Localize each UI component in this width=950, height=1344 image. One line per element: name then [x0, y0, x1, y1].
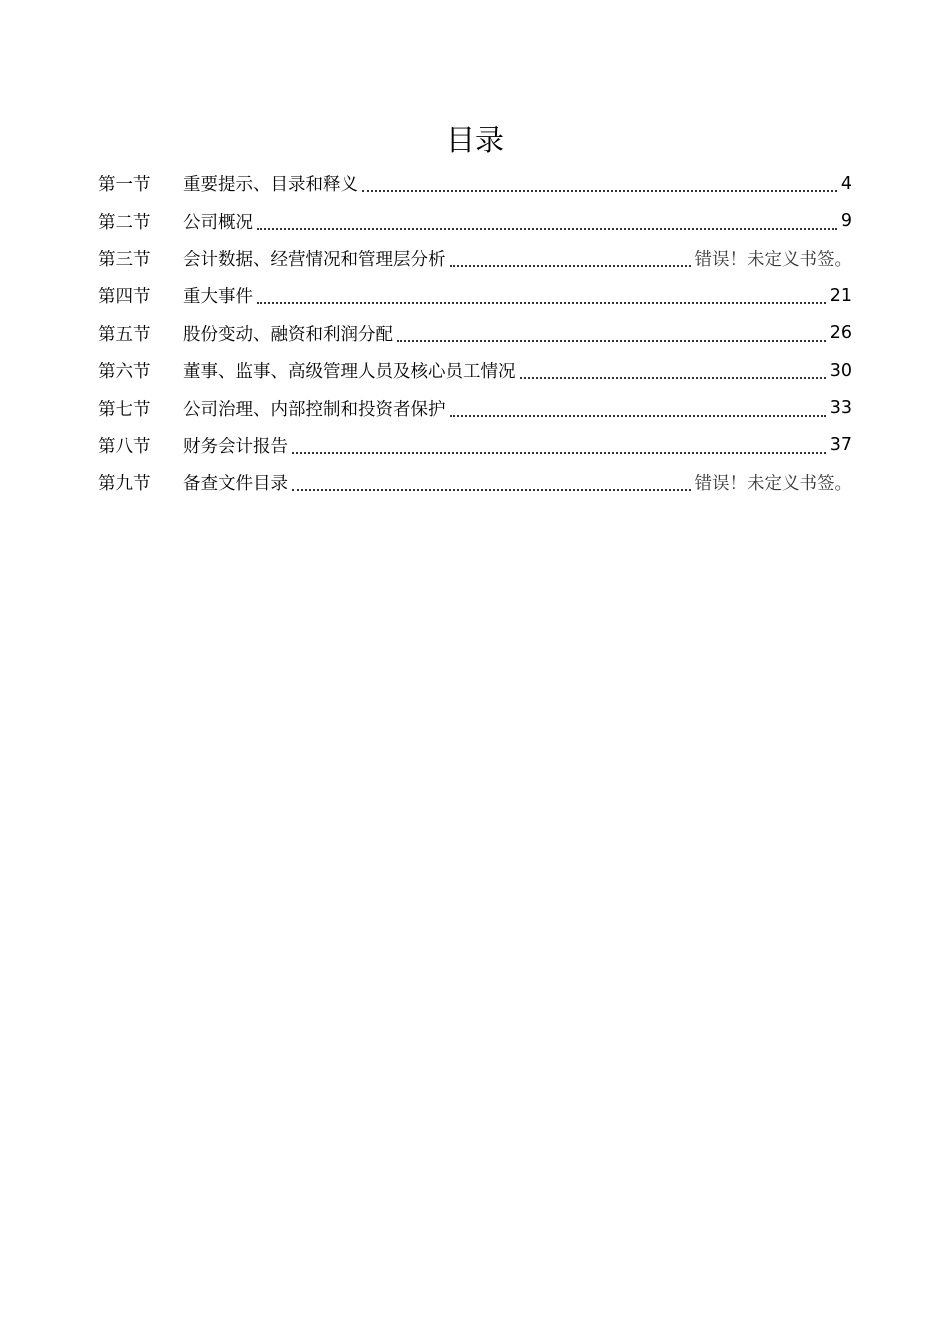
toc-entry-name: 会计数据、经营情况和管理层分析: [183, 249, 446, 270]
toc-entry-section: 第七节: [98, 399, 151, 420]
toc-entry-page: 33: [829, 398, 852, 419]
toc-entry-page: 30: [829, 360, 852, 381]
toc-leader-dots: [257, 301, 826, 304]
toc-leader-dots: [362, 189, 837, 192]
toc-entry-page: 4: [840, 173, 852, 194]
toc-entry[interactable]: [98, 389, 852, 426]
toc-leader-dots: [397, 339, 826, 342]
toc-entry[interactable]: [98, 240, 852, 277]
toc-entry-name: 董事、监事、高级管理人员及核心员工情况: [183, 362, 516, 383]
toc-leader-dots: [520, 376, 826, 379]
toc-entry-section: 第九节: [98, 474, 151, 495]
toc-entry-page: 错误！未定义书签。: [694, 474, 852, 495]
toc-entry[interactable]: [98, 277, 852, 314]
toc-entry-name: 重大事件: [183, 287, 253, 308]
toc-entry[interactable]: [98, 165, 852, 202]
toc-leader-dots: [257, 227, 837, 230]
toc-entry-page: 37: [829, 435, 852, 456]
toc-entry-name: 备查文件目录: [183, 474, 288, 495]
toc-entry[interactable]: [98, 352, 852, 389]
toc-entry-section: 第八节: [98, 436, 151, 457]
toc-entry-name: 重要提示、目录和释义: [183, 175, 358, 196]
toc-list: [98, 165, 852, 502]
toc-entry-section: 第一节: [98, 175, 151, 196]
toc-entry[interactable]: [98, 464, 852, 501]
toc-entry-section: 第四节: [98, 287, 151, 308]
toc-entry-name: 股份变动、融资和利润分配: [183, 324, 393, 345]
toc-entry-name: 公司治理、内部控制和投资者保护: [183, 399, 446, 420]
toc-entry[interactable]: [98, 202, 852, 239]
toc-entry-name: 财务会计报告: [183, 436, 288, 457]
toc-entry-page: 21: [829, 285, 852, 306]
toc-entry-name: 公司概况: [183, 212, 253, 233]
toc-entry-page: 9: [840, 211, 852, 232]
toc-leader-dots: [292, 451, 826, 454]
toc-leader-dots: [450, 264, 691, 267]
toc-entry-section: 第六节: [98, 362, 151, 383]
toc-entry[interactable]: [98, 315, 852, 352]
toc-entry[interactable]: [98, 427, 852, 464]
toc-entry-section: 第二节: [98, 212, 151, 233]
toc-title: 目录: [445, 123, 504, 157]
toc-entry-page: 错误！未定义书签。: [694, 249, 852, 270]
toc-leader-dots: [292, 488, 691, 491]
toc-leader-dots: [450, 414, 826, 417]
toc-entry-section: 第三节: [98, 249, 151, 270]
toc-entry-page: 26: [829, 323, 852, 344]
toc-entry-section: 第五节: [98, 324, 151, 345]
